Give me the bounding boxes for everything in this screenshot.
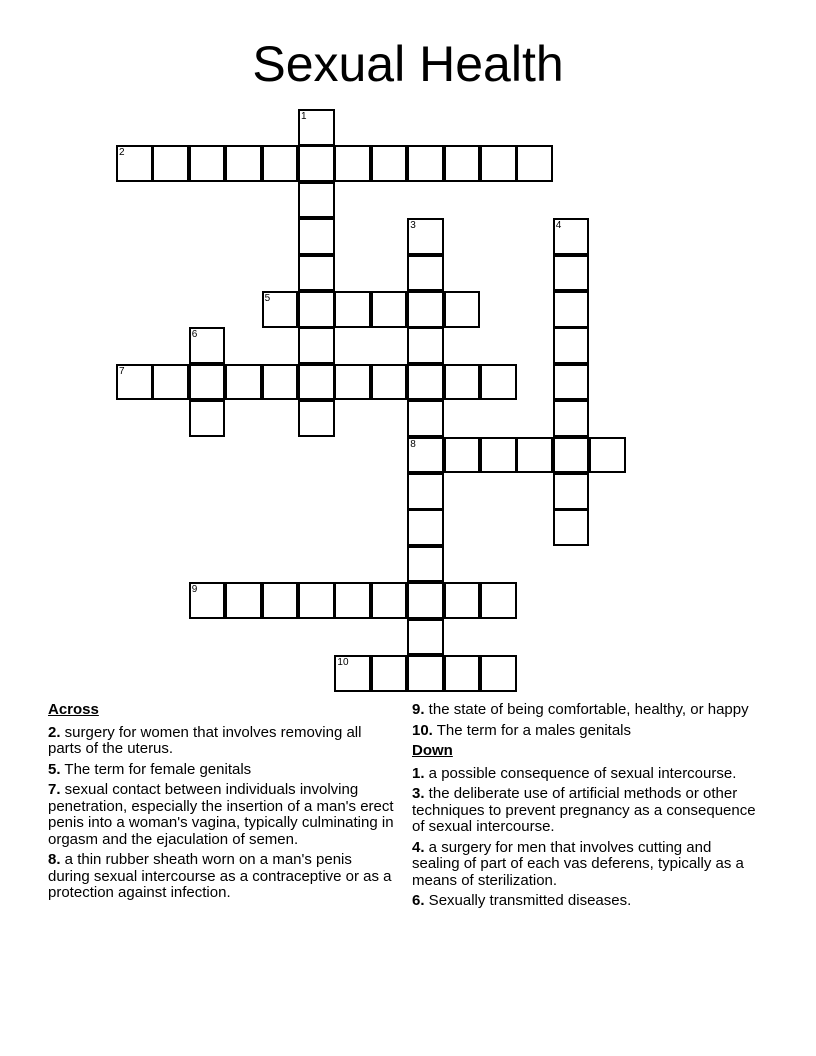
crossword-cell[interactable] xyxy=(262,145,299,182)
crossword-cell[interactable] xyxy=(298,364,335,401)
clue-number: 2 xyxy=(119,147,125,159)
clue-number: 10 xyxy=(337,657,349,668)
crossword-cell[interactable] xyxy=(516,437,553,474)
crossword-cell[interactable] xyxy=(262,291,299,328)
clue-number: 1 xyxy=(301,111,307,122)
across-heading: Across xyxy=(48,701,99,718)
crossword-cell[interactable] xyxy=(334,145,371,182)
clue-number: 8 xyxy=(410,438,416,450)
crossword-cell[interactable] xyxy=(444,291,481,328)
crossword-cell[interactable] xyxy=(189,582,226,619)
crossword-cell[interactable] xyxy=(553,364,590,401)
crossword-cell[interactable] xyxy=(298,291,335,328)
crossword-cell[interactable] xyxy=(407,145,444,182)
crossword-cell[interactable] xyxy=(444,437,481,474)
crossword-cell[interactable] xyxy=(225,364,262,401)
crossword-cell[interactable] xyxy=(116,364,153,401)
crossword-cell[interactable] xyxy=(152,145,189,182)
crossword-cell[interactable] xyxy=(407,400,444,437)
crossword-cell[interactable] xyxy=(407,218,444,255)
clue-across-9: 9. the state of being comfortable, healthy, or happy xyxy=(412,701,749,718)
clue-number: 5 xyxy=(264,293,271,304)
crossword-cell[interactable] xyxy=(407,546,444,583)
crossword-cell[interactable] xyxy=(298,255,335,292)
crossword-cell[interactable] xyxy=(116,145,153,182)
crossword-cell[interactable] xyxy=(407,327,444,364)
crossword-cell[interactable] xyxy=(262,582,299,619)
clue-number: 4 xyxy=(555,220,562,232)
clues-column-right xyxy=(412,702,762,914)
clue-down-1: 1. a possible consequence of sexual intercourse. xyxy=(412,764,737,782)
crossword-cell[interactable] xyxy=(553,473,590,510)
crossword-cell[interactable] xyxy=(407,473,444,510)
crossword-cell[interactable] xyxy=(334,582,371,619)
crossword-cell[interactable] xyxy=(371,655,408,692)
clue-down-4: 4. a surgery for men that involves cutting and sealing of part of each vas deferens, typically as a means of sterilization. xyxy=(412,838,744,889)
crossword-cell[interactable] xyxy=(553,327,590,364)
clue-across-10: 10. The term for a males genitals xyxy=(412,721,632,739)
crossword-cell[interactable] xyxy=(480,145,517,182)
clue-down-3: 3. the deliberate use of artificial methods or other techniques to prevent pregnancy as a consequence of sexual intercourse. xyxy=(412,785,756,835)
crossword-cell[interactable] xyxy=(553,437,590,474)
down-heading: Down xyxy=(412,742,453,759)
crossword-cell[interactable] xyxy=(407,364,444,401)
crossword-cell[interactable] xyxy=(334,291,371,328)
crossword-cell[interactable] xyxy=(444,582,481,619)
clue-number: 9 xyxy=(191,584,198,596)
crossword-cell[interactable] xyxy=(407,509,444,546)
clues-column-left xyxy=(48,702,394,906)
crossword-cell[interactable] xyxy=(553,218,590,255)
crossword-cell[interactable] xyxy=(407,655,444,692)
clue-number: 6 xyxy=(191,329,198,341)
crossword-cell[interactable] xyxy=(225,145,262,182)
clue-across-2: 2. surgery for women that involves removing all parts of the uterus. xyxy=(48,723,362,757)
crossword-cell[interactable] xyxy=(553,400,590,437)
crossword-cell[interactable] xyxy=(444,364,481,401)
crossword-cell[interactable] xyxy=(480,437,517,474)
crossword-cell[interactable] xyxy=(298,145,335,182)
crossword-cell[interactable] xyxy=(298,582,335,619)
crossword-cell[interactable] xyxy=(371,291,408,328)
crossword-cell[interactable] xyxy=(480,364,517,401)
clue-across-5: 5. The term for female genitals xyxy=(48,760,252,778)
clue-across-7: 7. sexual contact between individuals involving penetration, especially the insertion of a man's erect penis into a woman's vagina, typically culminating in orgasm and the ejaculation of semen. xyxy=(48,781,394,848)
crossword-cell[interactable] xyxy=(298,182,335,219)
crossword-cell[interactable] xyxy=(298,400,335,437)
clue-number: 3 xyxy=(410,220,416,232)
crossword-cell[interactable] xyxy=(407,582,444,619)
crossword-cell[interactable] xyxy=(407,291,444,328)
crossword-cell[interactable] xyxy=(480,582,517,619)
crossword-cell[interactable] xyxy=(152,364,189,401)
crossword-cell[interactable] xyxy=(589,437,626,474)
crossword-cell[interactable] xyxy=(371,582,408,619)
crossword-cell[interactable] xyxy=(262,364,299,401)
crossword-cell[interactable] xyxy=(407,619,444,656)
crossword-cell[interactable] xyxy=(553,291,590,328)
crossword-cell[interactable] xyxy=(298,327,335,364)
crossword-cell[interactable] xyxy=(371,145,408,182)
crossword-cell[interactable] xyxy=(189,327,226,364)
puzzle-title: Sexual Health xyxy=(252,36,564,92)
crossword-cell[interactable] xyxy=(334,364,371,401)
crossword-cell[interactable] xyxy=(298,218,335,255)
crossword-cell[interactable] xyxy=(334,655,371,692)
crossword-cell[interactable] xyxy=(480,655,517,692)
crossword-cell[interactable] xyxy=(553,509,590,546)
crossword-cell[interactable] xyxy=(371,364,408,401)
clue-across-8: 8. a thin rubber sheath worn on a man's penis during sexual intercourse as a contraceptive or as a protection against infection. xyxy=(48,851,392,901)
crossword-cell[interactable] xyxy=(444,655,481,692)
crossword-cell[interactable] xyxy=(553,255,590,292)
crossword-cell[interactable] xyxy=(516,145,553,182)
crossword-cell[interactable] xyxy=(189,400,226,437)
clue-down-6: 6. Sexually transmitted diseases. xyxy=(412,892,632,909)
crossword-cell[interactable] xyxy=(189,145,226,182)
crossword-cell[interactable] xyxy=(407,437,444,474)
crossword-cell[interactable] xyxy=(298,109,335,146)
clue-number: 7 xyxy=(119,365,125,377)
crossword-cell[interactable] xyxy=(407,255,444,292)
crossword-cell[interactable] xyxy=(225,582,262,619)
crossword-cell[interactable] xyxy=(189,364,226,401)
crossword-cell[interactable] xyxy=(444,145,481,182)
